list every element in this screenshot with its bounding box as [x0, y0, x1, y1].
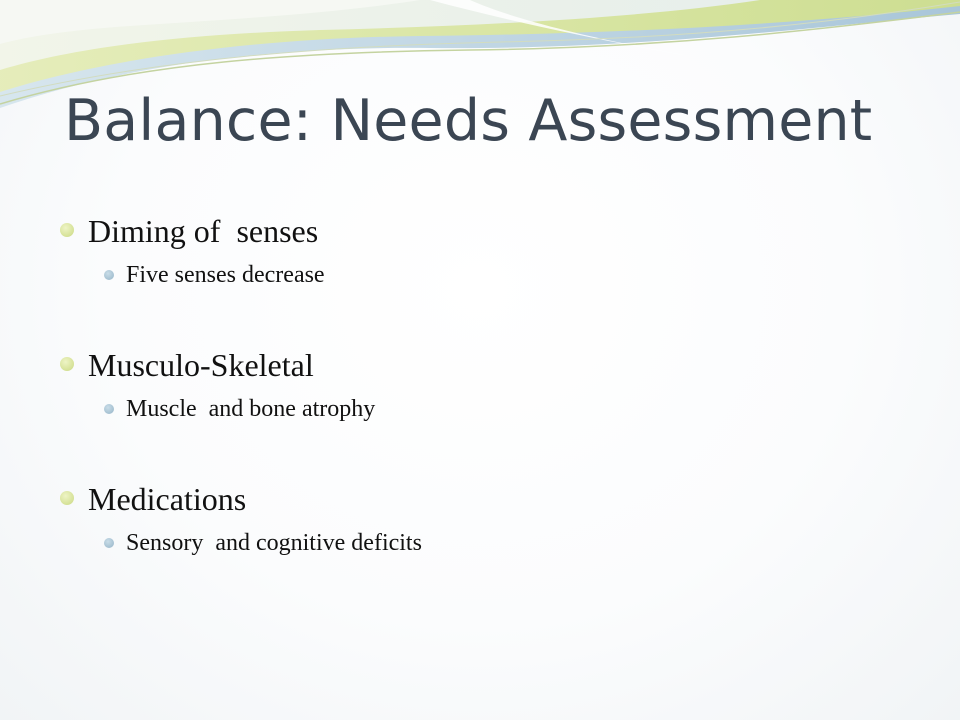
sub-bullet-item [104, 524, 920, 562]
bullet-dot-icon [60, 223, 74, 237]
sub-bullet-text: Five senses decrease [126, 262, 325, 288]
bullet-text: Diming of senses [88, 213, 319, 249]
bullet-list [60, 206, 920, 562]
bullet-dot-icon [60, 491, 74, 505]
sub-bullet-dot-icon [104, 538, 114, 548]
sub-bullet-item [104, 256, 920, 294]
bullet-dot-icon [60, 357, 74, 371]
sub-bullet-text: Muscle and bone atrophy [126, 396, 376, 422]
sub-bullet-text: Sensory and cognitive deficits [126, 530, 422, 556]
sub-bullet-item [104, 390, 920, 428]
bullet-group-medications [60, 474, 920, 562]
bullet-item [60, 474, 920, 524]
bullet-group-musculoskeletal [60, 340, 920, 428]
bullet-item [60, 340, 920, 390]
bullet-text: Musculo-Skeletal [88, 347, 314, 383]
sub-bullet-dot-icon [104, 270, 114, 280]
bullet-group-senses [60, 206, 920, 294]
sub-bullet-dot-icon [104, 404, 114, 414]
bullet-text: Medications [88, 481, 247, 517]
bullet-item [60, 206, 920, 256]
slide-title: Balance: Needs Assessment [64, 88, 873, 154]
